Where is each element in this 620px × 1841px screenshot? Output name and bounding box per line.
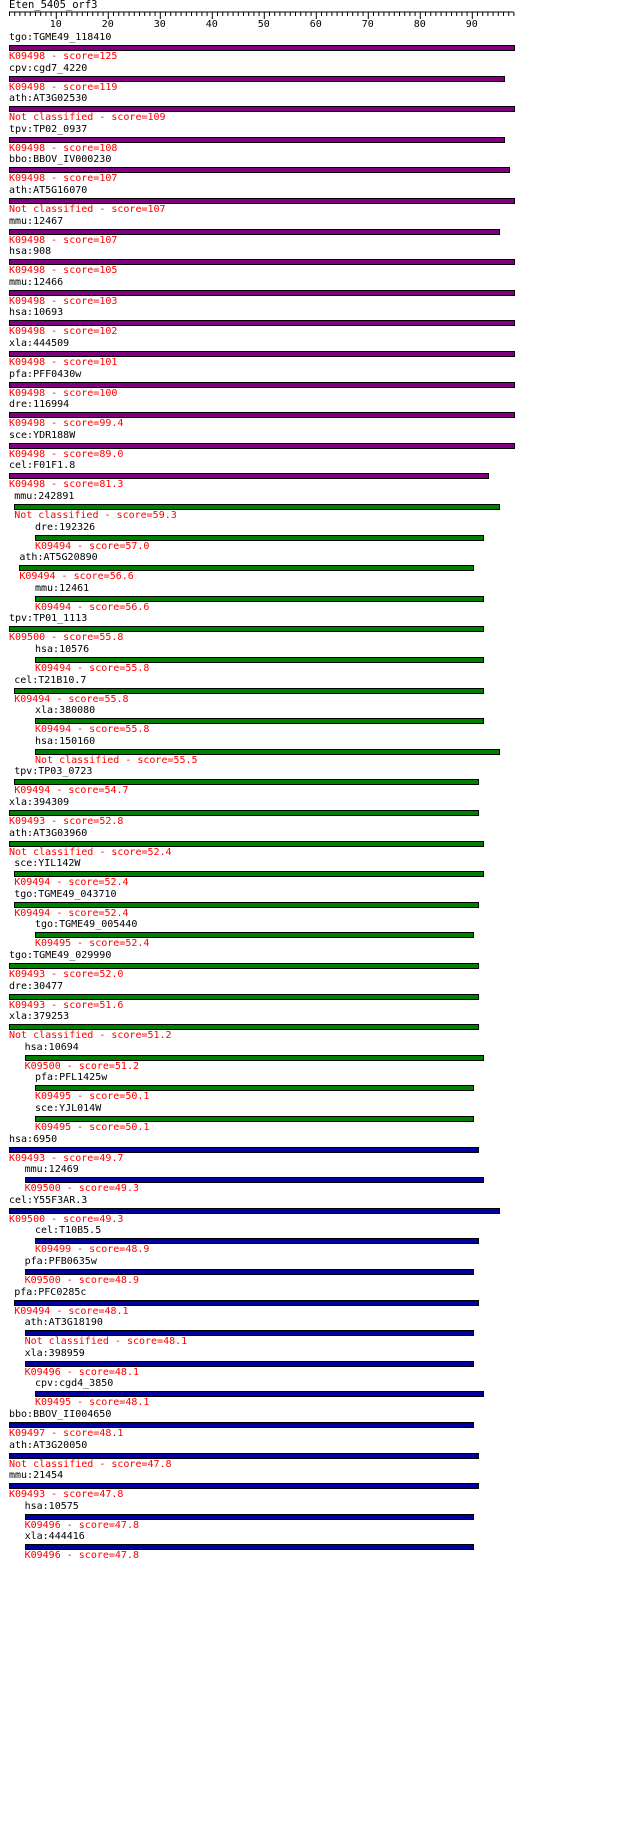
score-prefix: - score= [45,1428,100,1439]
hit-gene-link[interactable]: cel:Y55F3AR.3 [9,1194,88,1206]
score-prefix: - score= [108,1336,164,1348]
hit-score-label [35,1244,149,1255]
hit-score-label [25,1520,139,1531]
score-prefix: - score= [45,418,100,430]
ruler-tick-label: 70 [361,19,374,30]
hit-score-label [9,816,123,827]
hit-classification: K09494 [35,663,72,674]
hit-gene-link[interactable]: bbo:BBOV_II004650 [9,1409,112,1420]
ruler-tick-label: 60 [309,19,322,30]
hit-score-value: 101 [99,357,118,368]
score-prefix: - score= [50,877,105,889]
score-prefix: - score= [50,785,105,797]
hit-score-label [25,1336,188,1347]
hit-score-label [9,1153,123,1164]
hit-gene-link[interactable]: cel:T10B5.5 [35,1225,102,1237]
hit-score-value: 49.3 [99,1213,124,1225]
hit-classification: K09494 [19,571,56,583]
hit-score-label [9,235,117,246]
hit-score-label [9,82,117,93]
score-prefix: - score= [55,571,110,583]
score-prefix: - score= [93,1458,148,1470]
hit-score-value: 48.9 [114,1275,139,1286]
hit-classification: K09498 [9,234,46,246]
hit-classification: K09494 [14,1305,51,1317]
hit-score-label [9,479,123,490]
hit-score-label [14,785,128,796]
score-prefix: - score= [45,999,100,1011]
hit-classification: K09498 [9,81,46,93]
hit-score-label [25,1061,139,1072]
hit-score-value: 48.1 [163,1336,188,1348]
hit-score-label [14,908,128,919]
hit-gene-link[interactable]: ath:AT5G16070 [9,185,88,196]
hit-score-value: 52.4 [104,877,129,889]
score-prefix: - score= [45,173,100,185]
hit-score-value: 51.2 [114,1060,139,1072]
hit-classification: K09495 [35,1091,72,1103]
hit-score-value: 119 [99,81,118,93]
hit-score-label [14,510,177,521]
hit-gene-link[interactable]: bbo:BBOV_IV000230 [9,154,112,166]
hit-score-label [9,296,117,307]
hit-score-label [9,1214,123,1225]
hit-score-label [35,724,149,735]
hit-classification: Not classified [9,204,94,215]
hit-score-label [35,602,149,613]
hit-classification: Not classified [9,112,94,124]
ruler-tick-label: 80 [413,19,426,30]
score-prefix: - score= [60,1366,115,1378]
hit-gene-link[interactable]: tpv:TP02_0937 [9,123,88,135]
hit-gene-link[interactable]: mmu:12469 [24,1164,79,1176]
hit-score-label [19,571,133,582]
score-prefix: - score= [60,1550,115,1562]
hit-classification: K09498 [9,51,46,62]
hit-classification: Not classified [9,1030,94,1042]
hit-score-label [35,663,149,674]
hit-score-value: 105 [99,265,118,277]
hit-score-value: 52.4 [147,846,172,858]
score-prefix: - score= [71,601,126,613]
hit-gene-link[interactable]: cpv:cgd4_3850 [35,1378,114,1390]
hit-classification: K09494 [14,877,51,889]
hit-score-value: 48.1 [125,1397,150,1409]
hit-score-value: 99.4 [99,418,124,430]
score-prefix: - score= [45,632,100,644]
hit-score-value: 52.4 [125,938,150,950]
hit-classification: K09494 [14,785,51,797]
hit-gene-link[interactable]: ath:AT3G03960 [9,827,88,839]
hit-score-label [25,1183,139,1194]
hit-score-label [25,1367,139,1378]
hit-gene-link[interactable]: xla:380080 [35,705,96,717]
hit-score-label [25,1550,139,1561]
score-prefix: - score= [45,1152,100,1164]
hit-score-label [35,1122,149,1133]
hit-score-value: 51.2 [147,1030,172,1042]
hit-classification: K09500 [24,1275,61,1286]
hit-classification: K09494 [35,540,72,552]
hit-gene-link[interactable]: cel:T21B10.7 [14,674,87,686]
score-prefix: - score= [45,142,100,154]
hit-gene-link[interactable]: tgo:TGME49_043710 [14,888,117,900]
hit-score-value: 125 [99,51,118,62]
score-prefix: - score= [98,510,153,521]
hit-classification: K09498 [9,418,46,430]
hit-score-value: 56.6 [125,601,150,613]
hit-score-value: 48.1 [99,1428,124,1439]
hit-score-value: 108 [99,142,118,154]
hit-score-value: 52.8 [99,816,124,827]
score-prefix: - score= [71,663,126,674]
score-prefix: - score= [50,907,105,919]
hit-score-value: 55.8 [125,724,150,736]
hit-gene-link[interactable]: pfa:PFF0430w [9,368,82,380]
hit-classification: Not classified [9,846,94,858]
hit-score-label [35,541,149,552]
hit-score-label [9,969,123,980]
hit-score-label [9,265,117,276]
hit-classification: Not classified [24,1336,109,1348]
hit-gene-link[interactable]: tgo:TGME49_029990 [9,950,112,961]
score-prefix: - score= [45,387,100,399]
hit-score-label [9,1459,172,1470]
hit-score-label [9,632,123,643]
hit-gene-link[interactable]: ath:AT3G20050 [9,1439,88,1451]
hit-score-label [9,847,172,858]
hit-gene-link[interactable]: pfa:PFB0635w [24,1256,97,1267]
hit-score-label [35,938,149,949]
hit-score-value: 55.5 [173,754,198,766]
score-prefix: - score= [71,540,126,552]
score-prefix: - score= [71,1397,126,1409]
ruler-tick-label: 40 [205,19,218,30]
hit-score-value: 81.3 [99,479,124,491]
hit-classification: Not classified [14,510,99,521]
hit-score-label [9,112,166,123]
query-name: Eten_5405_orf3 [9,0,98,11]
hit-gene-link[interactable]: pfa:PFL1425w [35,1072,108,1084]
hit-classification: K09493 [9,1152,46,1164]
hit-gene-link[interactable]: sce:YIL142W [14,858,81,870]
hit-score-label [9,1489,123,1500]
hit-gene-link[interactable]: xla:394309 [9,797,70,808]
hit-classification: K09494 [14,693,51,705]
score-prefix: - score= [45,479,100,491]
hit-classification: K09498 [9,387,46,399]
hit-score-label [9,1000,123,1011]
ruler-tick-label: 30 [153,19,166,30]
hit-score-value: 100 [99,387,118,399]
hit-gene-link[interactable]: dre:30477 [9,980,64,992]
hit-gene-link[interactable]: hsa:10694 [24,1041,79,1053]
hit-gene-link[interactable]: dre:116994 [9,399,70,411]
ruler-tick-label: 50 [257,19,270,30]
hit-classification: K09495 [35,1397,72,1409]
hit-classification: K09498 [9,173,46,185]
hit-gene-link[interactable]: xla:379253 [9,1011,70,1023]
hit-classification: K09496 [24,1550,61,1562]
hit-score-value: 48.1 [104,1305,129,1317]
score-prefix: - score= [93,112,148,124]
hit-score-value: 47.8 [114,1519,139,1531]
hit-classification: K09493 [9,1489,46,1501]
hit-gene-link[interactable]: mmu:242891 [14,491,75,502]
score-prefix: - score= [45,234,100,246]
score-prefix: - score= [45,51,100,62]
hit-classification: Not classified [9,1458,94,1470]
hit-row [25,1531,476,1567]
hit-gene-link[interactable]: cel:F01F1.8 [9,460,76,472]
hit-score-value: 103 [99,295,118,307]
hit-gene-link[interactable]: sce:YDR188W [9,429,76,441]
hit-score-value: 55.8 [104,693,129,705]
hit-score-value: 107 [147,204,166,215]
hit-gene-link[interactable]: mmu:21454 [9,1470,64,1482]
hit-gene-link[interactable]: cpv:cgd7_4220 [9,62,88,74]
hit-classification: Not classified [35,754,120,766]
hit-score-value: 57.0 [125,540,150,552]
hit-gene-link[interactable]: sce:YJL014W [35,1103,102,1114]
hit-classification: K09498 [9,142,46,154]
hit-score-value: 107 [99,234,118,246]
score-prefix: - score= [93,1030,148,1042]
hit-classification: K09495 [35,1122,72,1133]
hit-gene-link[interactable]: hsa:908 [9,246,52,258]
hit-classification: K09494 [14,907,51,919]
hit-score-value: 89.0 [99,448,124,460]
hit-score-label [35,755,198,766]
hit-score-value: 55.8 [99,632,124,644]
ruler-tick-label: 90 [465,19,478,30]
hit-classification: K09498 [9,265,46,277]
hit-classification: K09493 [9,969,46,980]
hit-score-value: 48.1 [114,1366,139,1378]
hit-score-value: 47.8 [99,1489,124,1501]
hit-classification: K09499 [35,1244,72,1256]
score-prefix: - score= [71,938,126,950]
score-prefix: - score= [71,1091,126,1103]
hit-score-label [9,173,117,184]
score-prefix: - score= [45,81,100,93]
hit-score-value: 102 [99,326,118,338]
hit-gene-link[interactable]: hsa:10575 [24,1500,79,1512]
hit-score-value: 47.8 [114,1550,139,1562]
hit-score-label [9,357,117,368]
score-prefix: - score= [50,693,105,705]
hit-score-label [9,418,123,429]
hit-classification: K09498 [9,448,46,460]
hit-score-label [14,877,128,888]
hit-gene-link[interactable]: ath:AT5G20890 [19,552,98,564]
score-prefix: - score= [45,295,100,307]
hit-score-value: 48.9 [125,1244,150,1256]
hit-score-value: 54.7 [104,785,129,797]
hit-score-value: 50.1 [125,1091,150,1103]
hit-classification: K09498 [9,479,46,491]
hit-score-label [35,1397,149,1408]
hit-classification: K09494 [35,601,72,613]
hit-classification: K09494 [35,724,72,736]
hit-classification: K09498 [9,326,46,338]
hit-gene-link[interactable]: mmu:12466 [9,276,64,288]
hit-gene-link[interactable]: hsa:10693 [9,307,64,319]
hit-gene-link[interactable]: dre:192326 [35,521,96,533]
hit-score-label [9,51,117,62]
hit-score-value: 52.4 [104,907,129,919]
hit-score-label [9,1428,123,1439]
hit-gene-link[interactable]: hsa:10576 [35,644,90,655]
ruler-tick-label: 10 [49,19,62,30]
hit-gene-link[interactable]: xla:444509 [9,338,70,349]
hit-score-value: 49.7 [99,1152,124,1164]
hit-score-value: 51.6 [99,999,124,1011]
score-prefix: - score= [45,326,100,338]
hit-classification: K09497 [9,1428,46,1439]
hit-gene-link[interactable]: tgo:TGME49_118410 [9,32,112,43]
score-prefix: - score= [60,1519,115,1531]
hit-classification: K09500 [9,1213,46,1225]
hit-gene-link[interactable]: tgo:TGME49_005440 [35,919,138,931]
hit-classification: K09498 [9,295,46,307]
hit-classification: K09500 [24,1060,61,1072]
hit-classification: K09500 [24,1183,61,1195]
hit-gene-link[interactable]: ath:AT3G02530 [9,93,88,105]
hit-score-value: 109 [147,112,166,124]
score-prefix: - score= [119,754,174,766]
hit-classification: K09496 [24,1519,61,1531]
score-prefix: - score= [71,1122,126,1133]
score-prefix: - score= [45,969,100,980]
score-prefix: - score= [71,1244,126,1256]
score-prefix: - score= [45,1489,100,1501]
hit-gene-link[interactable]: tpv:TP03_0723 [14,766,93,778]
hit-score-label [25,1275,139,1286]
score-prefix: - score= [60,1275,115,1286]
score-prefix: - score= [45,448,100,460]
hit-gene-link[interactable]: mmu:12467 [9,215,64,227]
hit-score-label [9,326,117,337]
score-prefix: - score= [93,204,148,215]
score-prefix: - score= [45,265,100,277]
hit-score-label [9,388,117,399]
hit-classification: K09500 [9,632,46,644]
hit-classification: K09493 [9,999,46,1011]
hit-score-value: 107 [99,173,118,185]
score-prefix: - score= [45,816,100,827]
hit-score-value: 50.1 [125,1122,150,1133]
score-prefix: - score= [71,724,126,736]
hit-score-label [9,1030,172,1041]
hit-gene-link[interactable]: xla:398959 [24,1347,85,1359]
score-prefix: - score= [45,357,100,368]
score-prefix: - score= [60,1060,115,1072]
hit-gene-link[interactable]: pfa:PFC0285c [14,1286,87,1298]
hit-score-value: 52.0 [99,969,124,980]
hit-gene-link[interactable]: hsa:6950 [9,1133,58,1145]
hit-score-label [9,449,123,460]
hit-gene-link[interactable]: xla:444416 [24,1531,85,1543]
hit-score-label [14,694,128,705]
score-prefix: - score= [60,1183,115,1195]
hit-score-value: 49.3 [114,1183,139,1195]
hit-score-value: 59.3 [152,510,177,521]
hit-gene-link[interactable]: ath:AT3G18190 [24,1317,103,1329]
score-prefix: - score= [45,1213,100,1225]
hit-score-label [14,1306,128,1317]
hit-gene-link[interactable]: hsa:150160 [35,735,96,747]
hit-score-label [9,143,117,154]
hit-score-value: 56.6 [109,571,134,583]
hit-score-value: 47.8 [147,1458,172,1470]
hit-gene-link[interactable]: tpv:TP01_1113 [9,613,88,625]
hit-classification: K09498 [9,357,46,368]
hit-classification: K09493 [9,816,46,827]
hit-gene-link[interactable]: mmu:12461 [35,582,90,594]
hit-classification: K09496 [24,1366,61,1378]
hit-score-value: 55.8 [125,663,150,674]
score-prefix: - score= [93,846,148,858]
hit-score-label [35,1091,149,1102]
hit-score-label [9,204,166,215]
ruler-tick-label: 20 [101,19,114,30]
hit-classification: K09495 [35,938,72,950]
score-prefix: - score= [50,1305,105,1317]
